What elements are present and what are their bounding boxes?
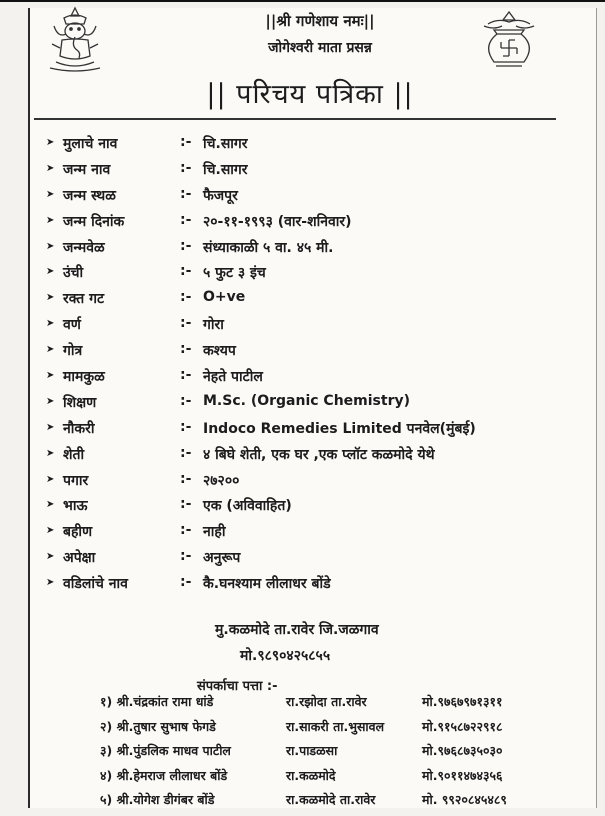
invocation-text: ||श्री गणेशाय नमः|| bbox=[265, 12, 375, 30]
detail-separator: :- bbox=[180, 444, 192, 461]
detail-row-sister bbox=[46, 522, 566, 548]
contact-row bbox=[100, 791, 570, 816]
detail-separator: :- bbox=[180, 289, 192, 306]
arrow-bullet-icon: ➤ bbox=[46, 266, 55, 278]
contact-place: रा.साकरी ता.भुसावल bbox=[286, 718, 385, 734]
arrow-bullet-icon: ➤ bbox=[46, 551, 55, 563]
detail-value: कश्यप bbox=[203, 343, 236, 360]
arrow-bullet-icon: ➤ bbox=[46, 395, 55, 407]
detail-label: शिक्षण bbox=[63, 394, 97, 411]
detail-value: एक (अविवाहित) bbox=[203, 498, 292, 515]
detail-separator: :- bbox=[180, 548, 192, 565]
arrow-bullet-icon: ➤ bbox=[46, 421, 55, 433]
detail-row-birth-date bbox=[46, 212, 566, 238]
detail-label: मामकुळ bbox=[63, 369, 105, 386]
contact-name: २) श्री.तुषार सुभाष फेगडे bbox=[100, 718, 216, 734]
detail-label: जन्म दिनांक bbox=[63, 213, 125, 230]
ganesha-icon bbox=[44, 4, 106, 74]
arrow-bullet-icon: ➤ bbox=[46, 473, 55, 485]
detail-label: नौकरी bbox=[63, 420, 95, 437]
detail-row-height bbox=[46, 263, 566, 289]
arrow-bullet-icon: ➤ bbox=[46, 370, 55, 382]
detail-row-brother bbox=[46, 496, 566, 522]
detail-row-birth-name bbox=[46, 160, 566, 186]
arrow-bullet-icon: ➤ bbox=[46, 577, 55, 589]
detail-row-expectation bbox=[46, 548, 566, 574]
contact-row bbox=[100, 742, 570, 767]
detail-separator: :- bbox=[180, 392, 192, 409]
arrow-bullet-icon: ➤ bbox=[46, 525, 55, 537]
detail-label: जन्म स्थळ bbox=[63, 187, 116, 204]
detail-row-job bbox=[46, 419, 566, 445]
detail-label: भाऊ bbox=[63, 498, 88, 515]
detail-separator: :- bbox=[180, 237, 192, 254]
contact-place: रा.रझोदा ता.रावेर bbox=[286, 694, 367, 709]
blessing-text: जोगेश्वरी माता प्रसन्न bbox=[268, 40, 372, 56]
detail-value: फैजपूर bbox=[203, 187, 238, 204]
detail-separator: :- bbox=[180, 315, 192, 332]
arrow-bullet-icon: ➤ bbox=[46, 162, 55, 174]
contact-phone: मो.९०११४७४३५६ bbox=[422, 767, 503, 783]
arrow-bullet-icon: ➤ bbox=[46, 344, 55, 356]
detail-label: वडिलांचे नाव bbox=[63, 576, 128, 593]
detail-row-mamkul bbox=[46, 367, 566, 393]
contact-phone: मो.९७६७९७१३११ bbox=[422, 694, 503, 709]
detail-label: मुलाचे नाव bbox=[63, 136, 118, 152]
contact-name: ३) श्री.पुंडलिक माधव पाटील bbox=[100, 743, 231, 758]
arrow-bullet-icon: ➤ bbox=[46, 318, 55, 330]
detail-separator: :- bbox=[180, 470, 192, 487]
detail-separator: :- bbox=[180, 341, 192, 358]
contact-row bbox=[100, 767, 570, 792]
arrow-bullet-icon: ➤ bbox=[46, 447, 55, 459]
detail-label: उंची bbox=[63, 265, 84, 282]
contact-phone: मो. ९९२०८४५४८९ bbox=[422, 792, 507, 807]
detail-row-farm bbox=[46, 445, 566, 471]
detail-value: ४ बिघे शेती, एक घर ,एक प्लॉट कळमोदे येथे bbox=[203, 446, 435, 463]
contact-phone: मो.९१५८७२२९१८ bbox=[422, 718, 503, 734]
detail-value: O+ve bbox=[203, 289, 246, 306]
detail-value: Indoco Remedies Limited पनवेल(मुंबई) bbox=[203, 420, 476, 437]
arrow-bullet-icon: ➤ bbox=[46, 292, 55, 304]
contacts-heading: संपर्काचा पत्ता :- bbox=[197, 679, 278, 694]
contact-place: रा.कळमोदे bbox=[286, 767, 336, 783]
top-border bbox=[0, 0, 605, 2]
detail-value: M.Sc. (Organic Chemistry) bbox=[203, 392, 411, 409]
detail-value: २७२०० bbox=[203, 472, 240, 489]
contact-name: १) श्री.चंद्रकांत रामा धांडे bbox=[100, 694, 214, 709]
title-underline bbox=[34, 118, 556, 120]
kalash-icon bbox=[474, 10, 544, 72]
detail-separator: :- bbox=[180, 496, 192, 513]
arrow-bullet-icon: ➤ bbox=[46, 137, 55, 148]
detail-label: वर्ण bbox=[63, 317, 81, 334]
detail-separator: :- bbox=[180, 574, 192, 591]
detail-separator: :- bbox=[180, 367, 192, 384]
detail-label: अपेक्षा bbox=[63, 550, 96, 567]
contact-name: ४) श्री.हेमराज लीलाधर बोंडे bbox=[100, 767, 228, 783]
contacts-list bbox=[100, 693, 570, 816]
detail-row-name bbox=[46, 134, 566, 160]
arrow-bullet-icon: ➤ bbox=[46, 499, 55, 511]
detail-value: चि.सागर bbox=[203, 161, 248, 178]
detail-value: नाही bbox=[203, 524, 226, 541]
page-title: || परिचय पत्रिका || bbox=[206, 79, 414, 110]
address-phone: मो.९८९०४२५८५५ bbox=[240, 648, 331, 664]
contact-phone: मो.९७६८७३५०३० bbox=[422, 743, 503, 758]
detail-value: २०-११-१९९३ (वार-शनिवार) bbox=[203, 213, 352, 230]
detail-row-birth-time bbox=[46, 238, 566, 264]
detail-row-father bbox=[46, 574, 566, 600]
detail-value: नेहते पाटील bbox=[203, 369, 263, 386]
detail-separator: :- bbox=[180, 263, 192, 280]
detail-label: शेती bbox=[63, 446, 85, 463]
detail-row-blood-group bbox=[46, 289, 566, 315]
detail-label: बहीण bbox=[63, 524, 93, 541]
detail-row-salary bbox=[46, 471, 566, 497]
detail-row-education bbox=[46, 393, 566, 419]
detail-separator: :- bbox=[180, 418, 192, 435]
arrow-bullet-icon: ➤ bbox=[46, 240, 55, 252]
detail-separator: :- bbox=[180, 134, 192, 150]
arrow-bullet-icon: ➤ bbox=[46, 214, 55, 226]
detail-label: पगार bbox=[63, 472, 89, 489]
detail-value: कै.घनश्याम लीलाधर बोंडे bbox=[203, 576, 331, 593]
detail-value: अनुरूप bbox=[203, 550, 241, 567]
arrow-bullet-icon: ➤ bbox=[46, 188, 55, 200]
details-list bbox=[46, 134, 566, 600]
detail-label: जन्मवेळ bbox=[63, 239, 105, 256]
contact-place: रा.कळमोदे ता.रावेर bbox=[286, 792, 376, 807]
detail-separator: :- bbox=[180, 159, 192, 176]
contact-row bbox=[100, 718, 570, 743]
detail-value: गोरा bbox=[203, 317, 224, 334]
detail-row-birth-place bbox=[46, 186, 566, 212]
detail-separator: :- bbox=[180, 185, 192, 202]
contact-place: रा.पाडळसा bbox=[286, 743, 338, 758]
detail-value: ५ फुट ३ इंच bbox=[203, 265, 266, 282]
detail-separator: :- bbox=[180, 522, 192, 539]
detail-label: जन्म नाव bbox=[63, 161, 111, 178]
detail-label: गोत्र bbox=[63, 343, 83, 360]
address-line-1: मु.कळमोदे ता.रावेर जि.जळगाव bbox=[215, 622, 379, 638]
detail-value: संध्याकाळी ५ वा. ४५ मी. bbox=[203, 239, 334, 256]
detail-value: चि.सागर bbox=[203, 136, 248, 152]
detail-separator: :- bbox=[180, 211, 192, 228]
detail-row-complexion bbox=[46, 315, 566, 341]
contact-name: ५) श्री.योगेश डीगंबर बोंडे bbox=[100, 792, 215, 807]
detail-row-gotra bbox=[46, 341, 566, 367]
detail-label: रक्त गट bbox=[63, 291, 105, 308]
contact-row bbox=[100, 693, 570, 718]
